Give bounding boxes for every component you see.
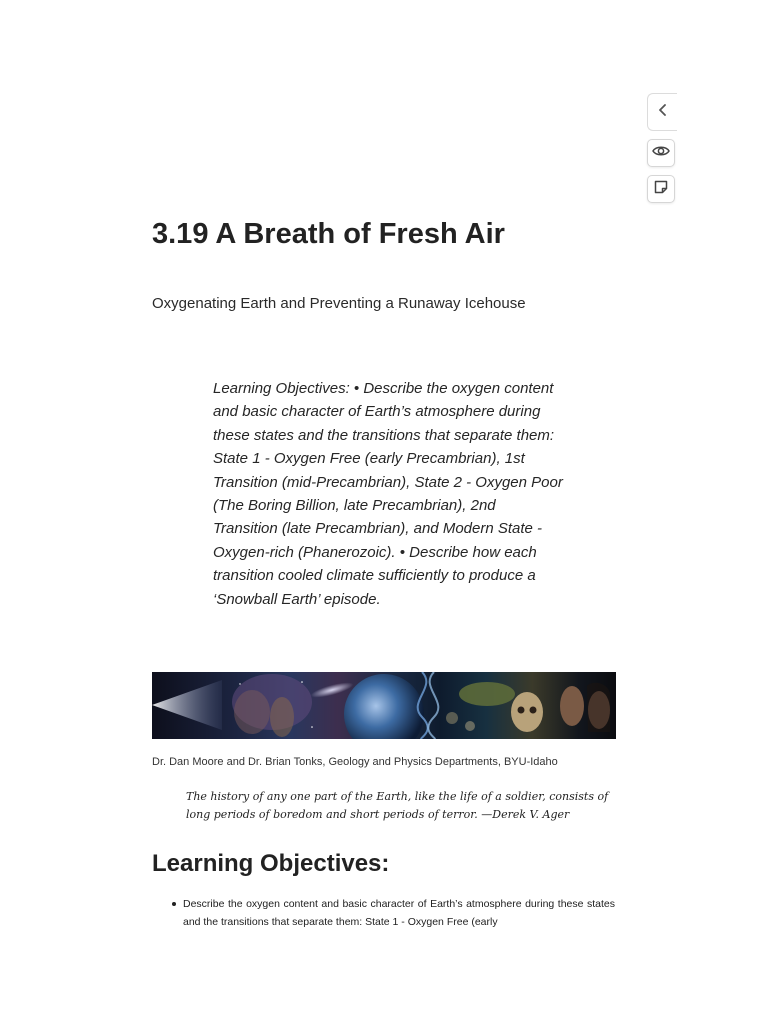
epigraph-quote: The history of any one part of the Earth, like the life of a soldier, consists of long periods of boredom and short periods of terror. —Derek V. Ager — [186, 790, 609, 821]
page-subtitle: Oxygenating Earth and Preventing a Runaway Icehouse — [152, 295, 526, 312]
collapse-sidebar-button[interactable] — [647, 93, 677, 131]
list-item — [183, 895, 615, 931]
learning-objectives-heading: Learning Objectives: — [152, 850, 390, 877]
chevron-left-icon — [658, 103, 668, 121]
page-title: 3.19 A Breath of Fresh Air — [152, 218, 505, 250]
sticky-note-icon — [654, 180, 668, 199]
objectives-summary: Learning Objectives: • Describe the oxygen content and basic character of Earth’s atmosphere during these states and the transitions that separate them: State 1 - Oxygen Free (early Precambrian), 1st Transition (mid-Precambrian), State 2 - Oxygen Poor (The Boring Billion, late Precambrian), 2nd Transition (late Precambrian), and Modern State - Oxygen-rich (Phanerozoic). • Describe how each transition cooled climate sufficiently to produce a ‘Snowball Earth’ episode. — [213, 380, 563, 608]
learning-objectives-list — [183, 895, 615, 931]
list-item-text: Describe the oxygen content and basic character of Earth’s atmosphere during these states and the transitions that separate them: State 1 - Oxygen Free (early — [183, 898, 615, 928]
eye-icon — [652, 144, 670, 162]
notes-button[interactable] — [647, 175, 675, 203]
view-button[interactable] — [647, 139, 675, 167]
image-caption: Dr. Dan Moore and Dr. Brian Tonks, Geology and Physics Departments, BYU-Idaho — [152, 756, 558, 768]
bullet-icon — [172, 902, 176, 906]
banner-image — [152, 672, 616, 739]
